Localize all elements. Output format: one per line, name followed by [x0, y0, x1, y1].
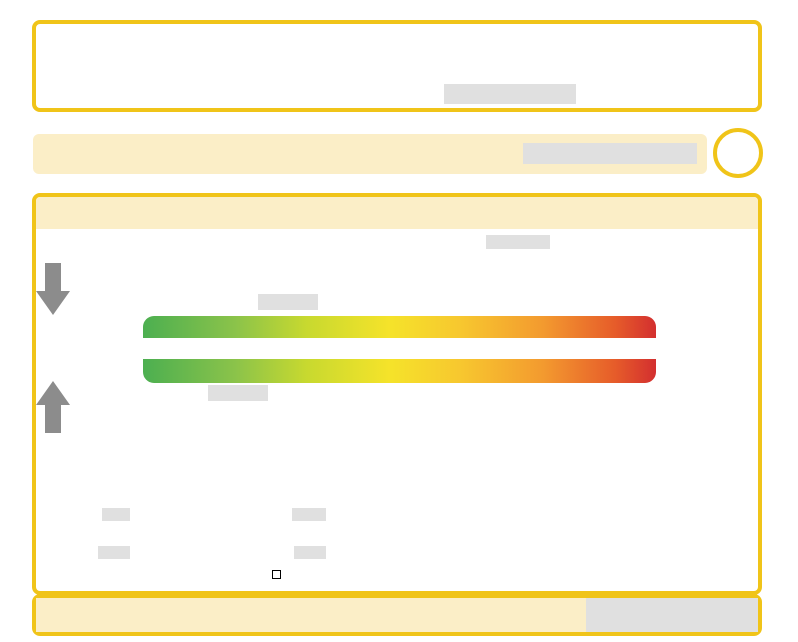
footer-panel [36, 598, 586, 632]
header-box [32, 20, 762, 112]
efficiency-class-scale [143, 316, 656, 338]
page-number-badge [713, 128, 763, 178]
primary-energy-value [208, 385, 268, 401]
footer-box [32, 594, 762, 636]
ghg-value [486, 235, 550, 249]
energy-panel-header [36, 197, 758, 229]
registration-number [523, 143, 697, 164]
quality-ist-value [98, 546, 130, 559]
summer-protection-checkbox[interactable] [272, 570, 281, 579]
footer-value [586, 598, 758, 632]
final-energy-arrow-icon [36, 263, 70, 315]
quality-anf-value [294, 546, 326, 559]
final-energy-value [258, 294, 318, 310]
primary-ist-value [102, 508, 130, 521]
primary-anf-value [292, 508, 326, 521]
energy-panel [32, 193, 762, 595]
issue-date [444, 84, 576, 104]
primary-energy-arrow-icon [36, 381, 70, 433]
section-bar [33, 134, 707, 174]
scale-ticks [143, 343, 659, 357]
primary-energy-scale [143, 359, 656, 383]
